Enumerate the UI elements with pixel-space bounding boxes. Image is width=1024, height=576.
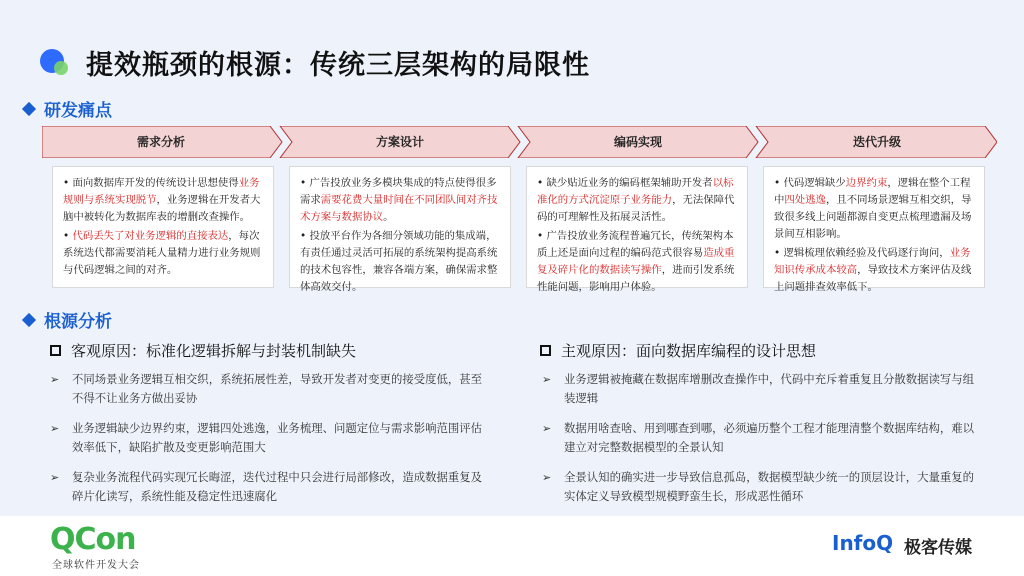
objective-heading-label: 客观原因：标准化逻辑拆解与封装机制缺失 xyxy=(71,342,357,360)
objective-heading xyxy=(50,340,356,361)
qcon-subtitle: 全球软件开发大会 xyxy=(52,560,140,571)
step-label-2: 方案设计 xyxy=(375,135,424,149)
card-bullet: • 广告投放业务流程普遍冗长，传统架构本质上还是面向过程的编码范式很容易造成重复及碎片化的数据读写操作，进而引发系统性能问题，影响用户体验。 xyxy=(537,230,735,293)
card-bullet: • 代码丢失了对业务逻辑的直接表达，每次系统迭代都需要消耗人量精力进行业务规则与代码逻辑之间的对齐。 xyxy=(63,230,261,276)
arrow-bullet-icon: ➢ xyxy=(542,373,552,386)
card-bullet: • 代码逻辑缺少边界约束，逻辑在整个工程中四处逃逸，且不同场景逻辑互相交织，导致很多线上问题都源自变更点梳理遗漏及场景间互相影响。 xyxy=(774,177,972,240)
arrow-bullet-icon: ➢ xyxy=(542,422,552,435)
subjective-heading-label: 主观原因：面向数据库编程的设计思想 xyxy=(561,342,817,360)
step-label-4: 迭代升级 xyxy=(852,135,901,149)
list-item: ➢ 全景认知的确实进一步导致信息孤岛，数据模型缺少统一的顶层设计，大量重复的实体定义导致模型规模野蛮生长，形成恶性循环 xyxy=(542,470,975,503)
section-heading-pain-points xyxy=(24,96,112,121)
step-label-3: 编码实现 xyxy=(613,135,662,149)
card-bullet: • 逻辑梳理依赖经验及代码逐行询问，业务知识传承成本较高，导致技术方案评估及线上问题排查效率低下。 xyxy=(774,247,972,293)
arrow-bullet-icon: ➢ xyxy=(50,471,60,484)
pain-card-3 xyxy=(526,166,748,293)
title-row xyxy=(40,40,590,84)
list-item: ➢ 业务逻辑缺少边界约束，逻辑四处逃逸，业务梳理、问题定位与需求影响范围评估效率低下，缺陷扩散及变更影响范围大 xyxy=(50,421,483,454)
objective-list xyxy=(46,370,486,517)
infoq-logo: InfoQ xyxy=(832,531,894,555)
page-title: 提效瓶颈的根源：传统三层架构的局限性 xyxy=(86,49,590,81)
card-bullet: • 广告投放业务多模块集成的特点使得很多需求需要花费大量时间在不同团队间对齐技术方案与数据协议。 xyxy=(300,177,498,223)
list-item: ➢ 业务逻辑被掩藏在数据库增删改查操作中，代码中充斥着重复且分散数据读写与组装逻辑 xyxy=(542,372,975,405)
list-item: ➢ 不同场景业务逻辑互相交织，系统拓展性差，导致开发者对变更的接受度低，甚至不得不让业务方做出妥协 xyxy=(50,372,483,405)
subjective-heading xyxy=(540,340,816,361)
arrow-bullet-icon: ➢ xyxy=(50,373,60,386)
pain-card-4 xyxy=(763,166,985,293)
card-bullet: • 面向数据库开发的传统设计思想使得业务规则与系统实现脱节，业务逻辑在开发者大脑中被转化为数据库表的增删改查操作。 xyxy=(63,177,261,223)
arrow-bullet-icon: ➢ xyxy=(50,422,60,435)
section-heading-root-cause xyxy=(24,307,112,332)
square-bullet-icon xyxy=(540,345,551,356)
process-steps xyxy=(42,126,997,158)
diamond-icon xyxy=(22,312,36,326)
step-label-1: 需求分析 xyxy=(136,135,185,149)
arrow-bullet-icon: ➢ xyxy=(542,471,552,484)
pain-card-2 xyxy=(289,166,511,293)
title-bullet-icon xyxy=(40,45,74,79)
section-heading-label: 根源分析 xyxy=(44,312,112,332)
square-bullet-icon xyxy=(50,345,61,356)
pain-card-1 xyxy=(52,166,274,288)
list-item: ➢ 数据用啥查啥、用到哪查到哪，必须遍历整个工程才能理清整个数据库结构，难以建立对完整数据模型的全景认知 xyxy=(542,421,975,454)
diamond-icon xyxy=(22,101,36,115)
list-item: ➢ 复杂业务流程代码实现冗长晦涩，迭代过程中只会进行局部修改，造成数据重复及碎片化读写，系统性能及稳定性迅速腐化 xyxy=(50,470,483,503)
card-bullet: • 投放平台作为各细分领域功能的集成端，有责任通过灵活可拓展的系统架构提高系统的技术包容性，兼容各端方案，确保需求整体高效交付。 xyxy=(300,230,498,293)
card-bullet: • 缺少贴近业务的编码框架辅助开发者以标准化的方式沉淀原子业务能力，无法保障代码的可理解性及拓展灵活性。 xyxy=(537,177,735,223)
geek-media-logo: 极客传媒 xyxy=(904,538,972,558)
qcon-logo: QCon xyxy=(50,522,136,557)
subjective-list xyxy=(538,370,978,517)
section-heading-label: 研发痛点 xyxy=(44,101,112,121)
